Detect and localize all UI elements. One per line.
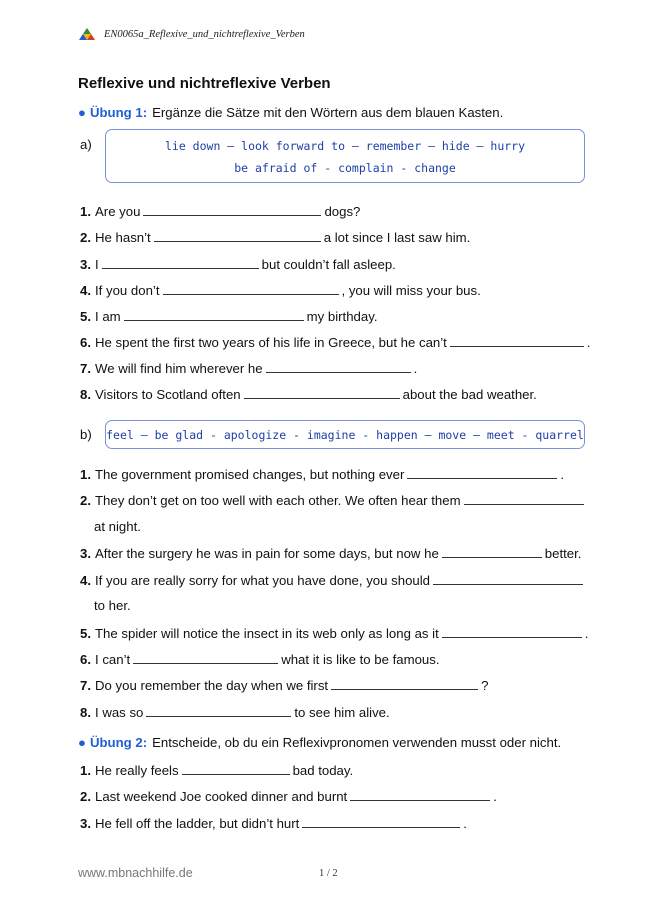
part-a-sentence	[80, 203, 360, 220]
answer-blank[interactable]	[442, 545, 542, 558]
part-b-sentence	[80, 704, 390, 721]
bullet-icon: ●	[78, 735, 86, 750]
sentence-text: a lot since I last saw him.	[323, 230, 471, 245]
item-number: 1.	[80, 467, 91, 482]
item-number: 1.	[80, 763, 91, 778]
exercise2-sentence	[80, 762, 353, 779]
item-number: 2.	[80, 789, 91, 804]
item-number: 6.	[80, 652, 91, 667]
part-b-sentence	[80, 651, 440, 668]
triangle-logo-icon	[78, 27, 96, 41]
sentence-text: The spider will notice the insect in its web only as long as it	[95, 626, 439, 641]
word-box-a-line: lie down – look forward to – remember – hide – hurry	[164, 139, 526, 153]
part-b-sentence	[80, 492, 587, 509]
sentence-text: .	[560, 467, 565, 482]
exercise2-sentence	[80, 788, 497, 805]
sentence-text: .	[463, 816, 467, 831]
answer-blank[interactable]	[350, 788, 490, 801]
item-number: 3.	[80, 257, 91, 272]
answer-blank[interactable]	[450, 334, 584, 347]
exercise2-label: Übung 2:	[89, 735, 148, 750]
page-title: Reflexive und nichtreflexive Verben	[78, 75, 331, 92]
answer-blank[interactable]	[442, 625, 582, 638]
part-a-sentence	[80, 229, 470, 246]
item-number: 1.	[80, 204, 91, 219]
part-a-sentence	[80, 256, 396, 273]
sentence-text: I	[95, 257, 99, 272]
word-box-a-line: be afraid of - complain - change	[234, 161, 456, 175]
sentence-text: He hasn’t	[95, 230, 151, 245]
sentence-text: I can’t	[95, 652, 131, 667]
item-number: 2.	[80, 493, 91, 508]
part-b-sentence	[80, 545, 581, 562]
exercise1-heading	[78, 105, 503, 120]
answer-blank[interactable]	[182, 762, 290, 775]
sentence-text: ?	[481, 678, 489, 693]
answer-blank[interactable]	[163, 282, 339, 295]
footer-website: www.mbnachhilfe.de	[78, 866, 193, 880]
part-b-continuation: to her.	[94, 598, 131, 613]
sentence-text: .	[586, 335, 591, 350]
part-a-sentence	[80, 360, 417, 377]
item-number: 8.	[80, 387, 91, 402]
sentence-text: but couldn’t fall asleep.	[261, 257, 396, 272]
answer-blank[interactable]	[464, 492, 584, 505]
sentence-text: After the surgery he was in pain for some days, but now he	[95, 546, 439, 561]
part-a-sentence	[80, 334, 591, 351]
sentence-text: my birthday.	[306, 309, 378, 324]
sentence-text: dogs?	[324, 204, 361, 219]
answer-blank[interactable]	[407, 466, 557, 479]
item-number: 4.	[80, 283, 91, 298]
sentence-text: Last weekend Joe cooked dinner and burnt	[95, 789, 348, 804]
exercise2-heading	[78, 735, 561, 750]
sentence-text: bad today.	[292, 763, 354, 778]
item-number: 5.	[80, 626, 91, 641]
answer-blank[interactable]	[102, 256, 259, 269]
exercise1-instruction: Ergänze die Sätze mit den Wörtern aus dem blauen Kasten.	[152, 105, 504, 120]
word-box-a	[105, 129, 585, 183]
sentence-text: They don’t get on too well with each other. We often hear them	[95, 493, 461, 508]
part-a-sentence	[80, 308, 378, 325]
item-number: 7.	[80, 361, 91, 376]
sentence-text: We will find him wherever he	[95, 361, 263, 376]
exercise2-sentence	[80, 815, 467, 832]
document-id: EN0065a_Reflexive_und_nichtreflexive_Verben	[104, 28, 305, 40]
item-number: 6.	[80, 335, 91, 350]
answer-blank[interactable]	[302, 815, 460, 828]
answer-blank[interactable]	[266, 360, 411, 373]
word-box-b	[105, 420, 585, 449]
answer-blank[interactable]	[143, 203, 321, 216]
item-number: 3.	[80, 546, 91, 561]
answer-blank[interactable]	[433, 572, 583, 585]
item-number: 7.	[80, 678, 91, 693]
word-box-b-line: feel – be glad - apologize - imagine - happen – move – meet - quarrel	[106, 428, 584, 442]
part-b-sentence	[80, 572, 586, 589]
part-a-letter: a)	[80, 137, 92, 152]
item-number: 5.	[80, 309, 91, 324]
part-b-letter: b)	[80, 427, 92, 442]
sentence-text: If you are really sorry for what you have done, you should	[95, 573, 430, 588]
exercise2-instruction: Entscheide, ob du ein Reflexivpronomen verwenden musst oder nicht.	[152, 735, 562, 750]
sentence-text: He fell off the ladder, but didn’t hurt	[95, 816, 300, 831]
sentence-text: He spent the first two years of his life in Greece, but he can’t	[95, 335, 447, 350]
answer-blank[interactable]	[244, 386, 400, 399]
sentence-text: about the bad weather.	[402, 387, 537, 402]
bullet-icon: ●	[78, 105, 86, 120]
sentence-text: Do you remember the day when we first	[95, 678, 329, 693]
sentence-text: .	[493, 789, 497, 804]
part-b-continuation: at night.	[94, 519, 141, 534]
part-b-sentence	[80, 625, 588, 642]
sentence-text: Are you	[95, 204, 141, 219]
item-number: 8.	[80, 705, 91, 720]
part-a-sentence	[80, 282, 481, 299]
sentence-text: He really feels	[95, 763, 179, 778]
answer-blank[interactable]	[124, 308, 304, 321]
sentence-text: The government promised changes, but nothing ever	[95, 467, 405, 482]
exercise1-label: Übung 1:	[89, 105, 148, 120]
sentence-text: If you don’t	[95, 283, 160, 298]
item-number: 2.	[80, 230, 91, 245]
sentence-text: Visitors to Scotland often	[95, 387, 241, 402]
sentence-text: what it is like to be famous.	[281, 652, 440, 667]
item-number: 4.	[80, 573, 91, 588]
sentence-text: I am	[95, 309, 121, 324]
answer-blank[interactable]	[133, 651, 278, 664]
answer-blank[interactable]	[331, 677, 478, 690]
footer-page-number: 1 / 2	[319, 868, 338, 879]
item-number: 3.	[80, 816, 91, 831]
answer-blank[interactable]	[146, 704, 291, 717]
part-a-sentence	[80, 386, 537, 403]
answer-blank[interactable]	[154, 229, 321, 242]
sentence-text: I was so	[95, 705, 144, 720]
sentence-text: , you will miss your bus.	[341, 283, 481, 298]
page-header	[78, 26, 305, 42]
sentence-text: .	[413, 361, 418, 376]
sentence-text: .	[584, 626, 589, 641]
part-b-sentence	[80, 677, 488, 694]
sentence-text: better.	[544, 546, 582, 561]
sentence-text: to see him alive.	[294, 705, 390, 720]
part-b-sentence	[80, 466, 564, 483]
